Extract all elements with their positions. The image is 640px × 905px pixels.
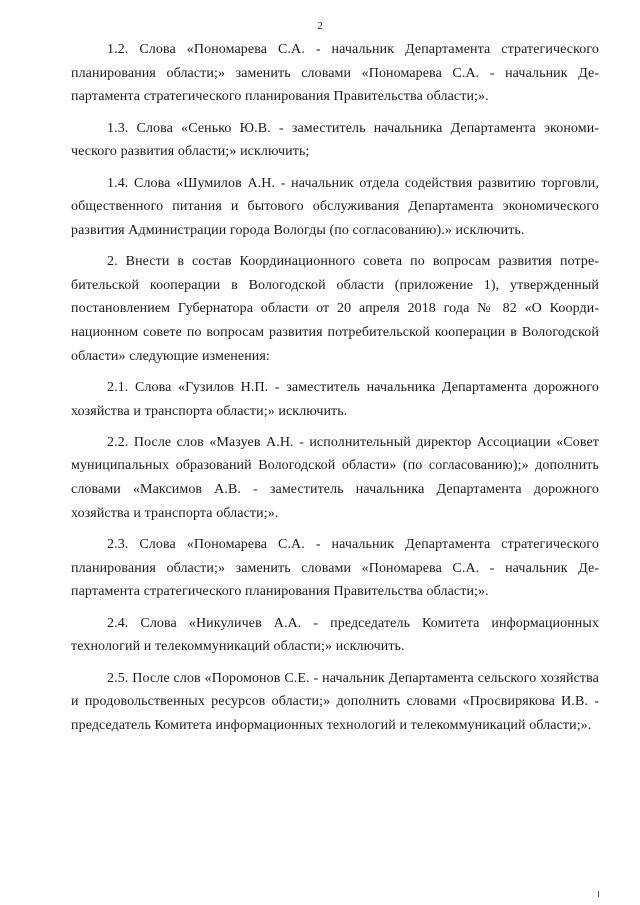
paragraph-1-3: 1.3. Слова «Сенько Ю.В. - заместитель начальника Департамента экономического развития области;» исключить; xyxy=(71,120,599,160)
paragraph-1-4: 1.4. Слова «Шумилов А.Н. - начальник отдела содействия развитию торговли, общественного питания и бытового обслуживания Департамента экономического развития Администрации города Вологды (по согласованию).» исключить. xyxy=(71,175,599,238)
paragraph-2-3: 2.3. Слова «Пономарева С.А. - начальник Департамента стратегического планирования области;» заменить словами «Пономарева С.А. - начальник Департамента стратегического планирования Правительства области;». xyxy=(71,537,599,600)
paragraph-2-2: 2.2. После слов «Мазуев А.Н. - исполнительный директор Ассоциации «Совет муниципальных образований Вологодской области» (по согласованию);» дополнить словами «Максимов А.В. - заместитель начальника Департамента дорожного хозяйства и транспорта области;». xyxy=(71,434,599,521)
document-body xyxy=(71,38,599,745)
paragraph-2-1: 2.1. Слова «Гузилов Н.П. - заместитель начальника Департамента дорожного хозяйства и транспорта области;» исключить. xyxy=(71,379,599,419)
paragraph-2: 2. Внести в состав Координационного совета по вопросам развития потребительской кооперации в Вологодской области (приложение 1), утвержденный постановлением Губернатора области от 20 апреля 2018 года № 82 «О Координационном совете по вопросам развития потребительской кооперации в Вологодской области» следующие изменения: xyxy=(71,254,599,364)
paragraph-2-5: 2.5. После слов «Поромонов С.Е. - начальник Департамента сельского хозяйства и продовольственных ресурсов области;» дополнить словами «Просвирякова И.В. - председатель Комитета информационных технологий и телекоммуникаций области;». xyxy=(71,670,599,733)
scan-artifact-mark xyxy=(598,891,599,897)
paragraph-2-4: 2.4. Слова «Никуличев А.А. - председатель Комитета информационных технологий и телекоммуникаций области;» исключить. xyxy=(71,615,599,655)
paragraph-1-2: 1.2. Слова «Пономарева С.А. - начальник Департамента стратегического планирования области;» заменить словами «Пономарева С.А. - начальник Департамента стратегического планирования Правительства области;». xyxy=(71,42,599,105)
page-number: 2 xyxy=(317,20,323,32)
